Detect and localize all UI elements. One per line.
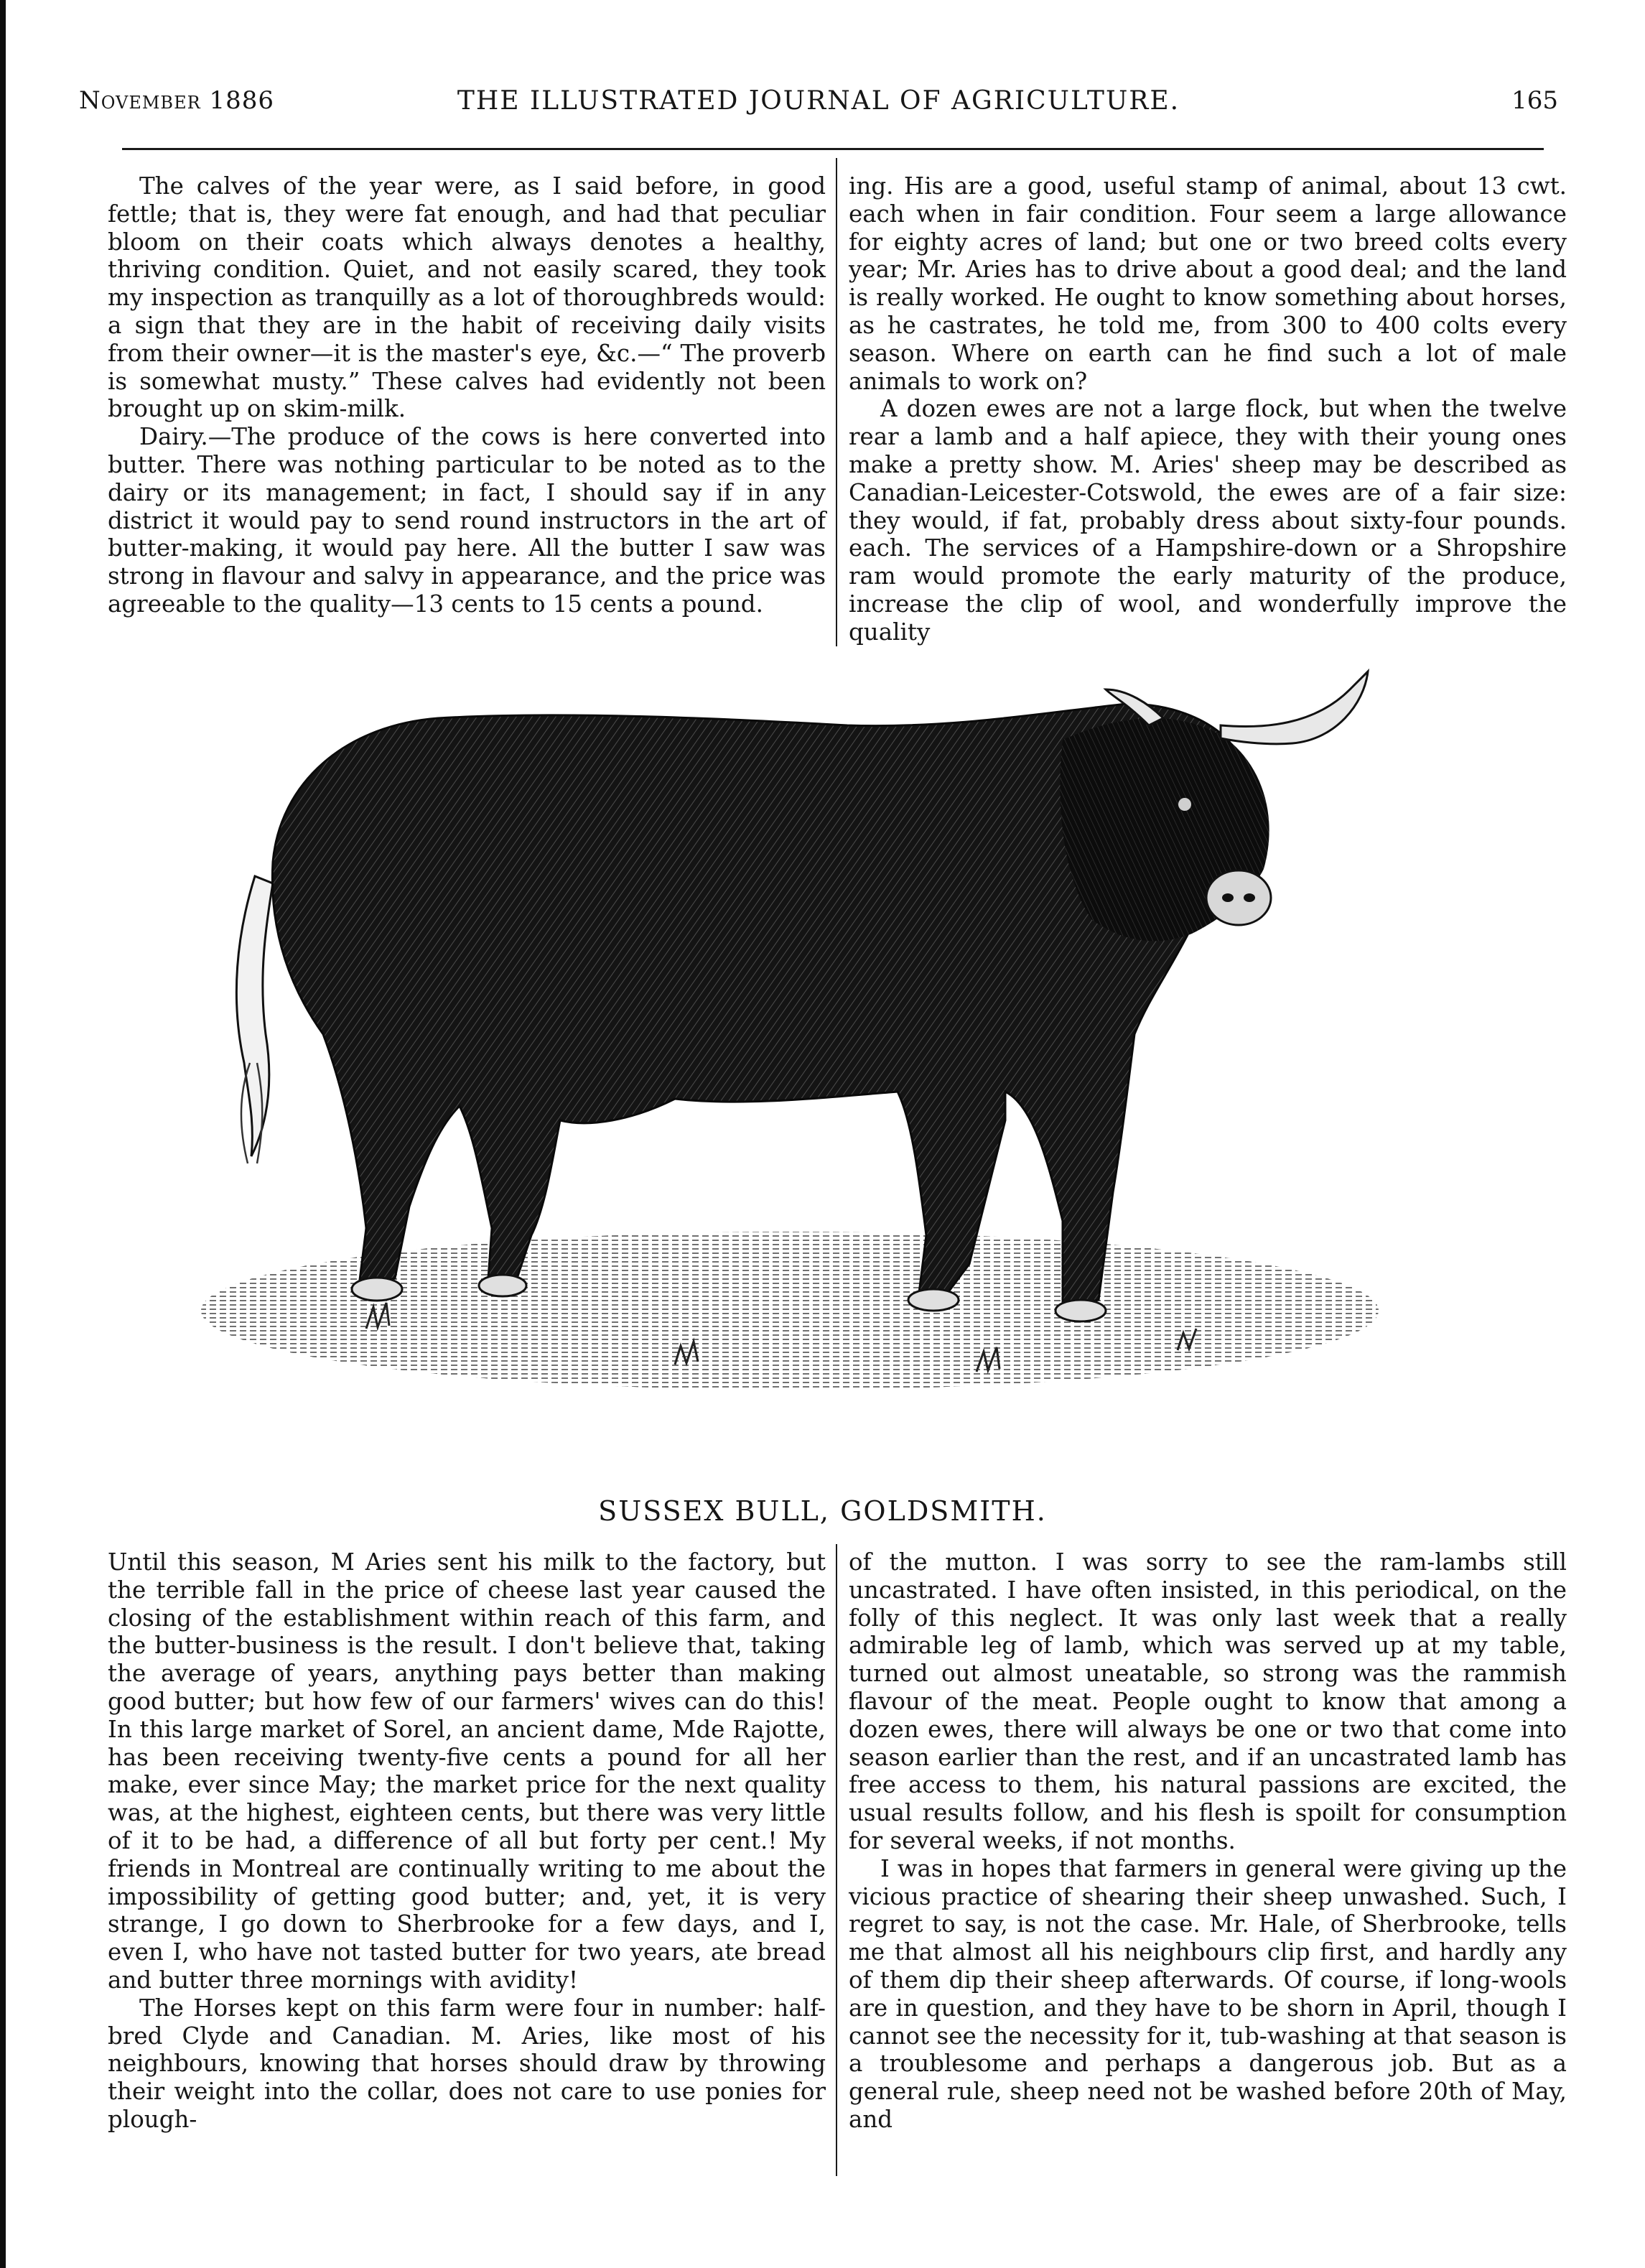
running-header xyxy=(72,86,1565,129)
bull-muzzle xyxy=(1206,870,1271,925)
journal-title: THE ILLUSTRATED JOURNAL OF AGRICULTURE. xyxy=(457,86,1180,116)
paragraph-horses: The Horses kept on this farm were four in number: half-bred Clyde and Canadian. M. Aries, like most of his neighbours, knowing that horses should draw by throwing their weight into the collar, does not care to use ponies for plough- xyxy=(108,1994,826,2133)
column-rule-bottom xyxy=(836,1544,837,2176)
paragraph-ewes: A dozen ewes are not a large flock, but when the twelve rear a lamb and a half apiece, they with their young ones make a pretty show. M. Aries' sheep may be described as Canadian-Leicester-Cotswold, the ewes are of a fair size: they would, if fat, probably dress about sixty-four pounds. each. The services of a Hampshire-down or a Shropshire ram would promote the early maturity of the produce, increase the clip of wool, and wonderfully improve the quality xyxy=(849,395,1567,646)
issue-date: November 1886 xyxy=(79,86,274,115)
top-left-column xyxy=(108,172,826,618)
paragraph-milk-factory: Until this season, M Aries sent his milk to the factory, but the terrible fall in the price of cheese last year caused the closing of the establishment within reach of this farm, and the butter-business is the result. I don't believe that, taking the average of years, anything pays better than making good butter; but how few of our farmers' wives can do this! In this large market of Sorel, an ancient dame, Mde Rajotte, has been receiving twenty-five cents a pound for all her make, ever since May; the market price for the next quality was, at the highest, eighteen cents, but there was very little of it to be had, a difference of all but forty per cent.! My friends in Montreal are continually writing to me about the impossibility of getting good butter; and, yet, it is very strange, I go down to Sherbrooke for a few days, and I, even I, who have not tasted butter for two years, ate bread and butter three mornings with avidity! xyxy=(108,1548,826,1994)
paragraph-washing: I was in hopes that farmers in general were giving up the vicious practice of shearing their sheep unwashed. Such, I regret to say, is not the case. Mr. Hale, of Sherbrooke, tells me that almost all his neighbours clip first, and hardly any of them dip their sheep afterwards. Of course, if long-wools are in question, and they have to be shorn in April, though I cannot see the necessity for it, tub-washing at that season is a troublesome and perhaps a dangerous job. But as a general rule, sheep need not be washed before 20th of May, and xyxy=(849,1854,1567,2133)
bottom-left-column xyxy=(108,1548,826,2134)
sussex-bull-illustration xyxy=(129,661,1493,1465)
illustration-caption: SUSSEX BULL, GOLDSMITH. xyxy=(598,1495,1047,1527)
header-rule xyxy=(122,148,1544,150)
paragraph-mutton: of the mutton. I was sorry to see the ram-lambs still uncastrated. I have often insisted, in this periodical, on the folly of this neglect. It was only last week that a really admirable leg of lamb, which was served up at my table, turned out almost uneatable, so strong was the rammish flavour of the meat. People ought to know that among a dozen ewes, there will always be one or two that come into season earlier than the rest, and if an uncastrated lamb has free access to them, his natural passions are excited, the usual results follow, and his flesh is spoilt for consumption for several weeks, if not months. xyxy=(849,1548,1567,1854)
page-number: 165 xyxy=(1511,86,1558,115)
paragraph-calves: The calves of the year were, as I said before, in good fettle; that is, they were fat enough, and had that peculiar bloom on their coats which always denotes a healthy, thriving condition. Quiet, and not easily scared, they took my inspection as tranquilly as a lot of thoroughbreds would: a sign that they are in the habit of receiving daily visits from their owner—it is the master's eye, &c.—“ The proverb is somewhat musty.” These calves had evidently not been brought up on skim-milk. xyxy=(108,172,826,423)
column-rule-top xyxy=(836,158,837,646)
paragraph-dairy: Dairy.—The produce of the cows is here converted into butter. There was nothing particular to be noted as to the dairy or its management; in fact, I should say if in any district it would pay to send round instructors in the art of butter-making, it would pay here. All the butter I saw was strong in flavour and salvy in appearance, and the price was agreeable to the quality—13 cents to 15 cents a pound. xyxy=(108,423,826,618)
page-binding-edge xyxy=(0,0,6,2268)
right-horn xyxy=(1221,671,1368,744)
bull-eye xyxy=(1178,798,1191,811)
paragraph-horses-cont: ing. His are a good, useful stamp of animal, about 13 cwt. each when in fair condition. Four seem a large allowance for eighty acres of land; but one or two breed colts every year; Mr. Aries has to drive about a good deal; and the land is really worked. He ought to know something about horses, as he castrates, he told me, from 300 to 400 colts every season. Where on earth can he find such a lot of male animals to work on? xyxy=(849,172,1567,395)
bottom-right-column xyxy=(849,1548,1567,2134)
top-right-column xyxy=(849,172,1567,646)
